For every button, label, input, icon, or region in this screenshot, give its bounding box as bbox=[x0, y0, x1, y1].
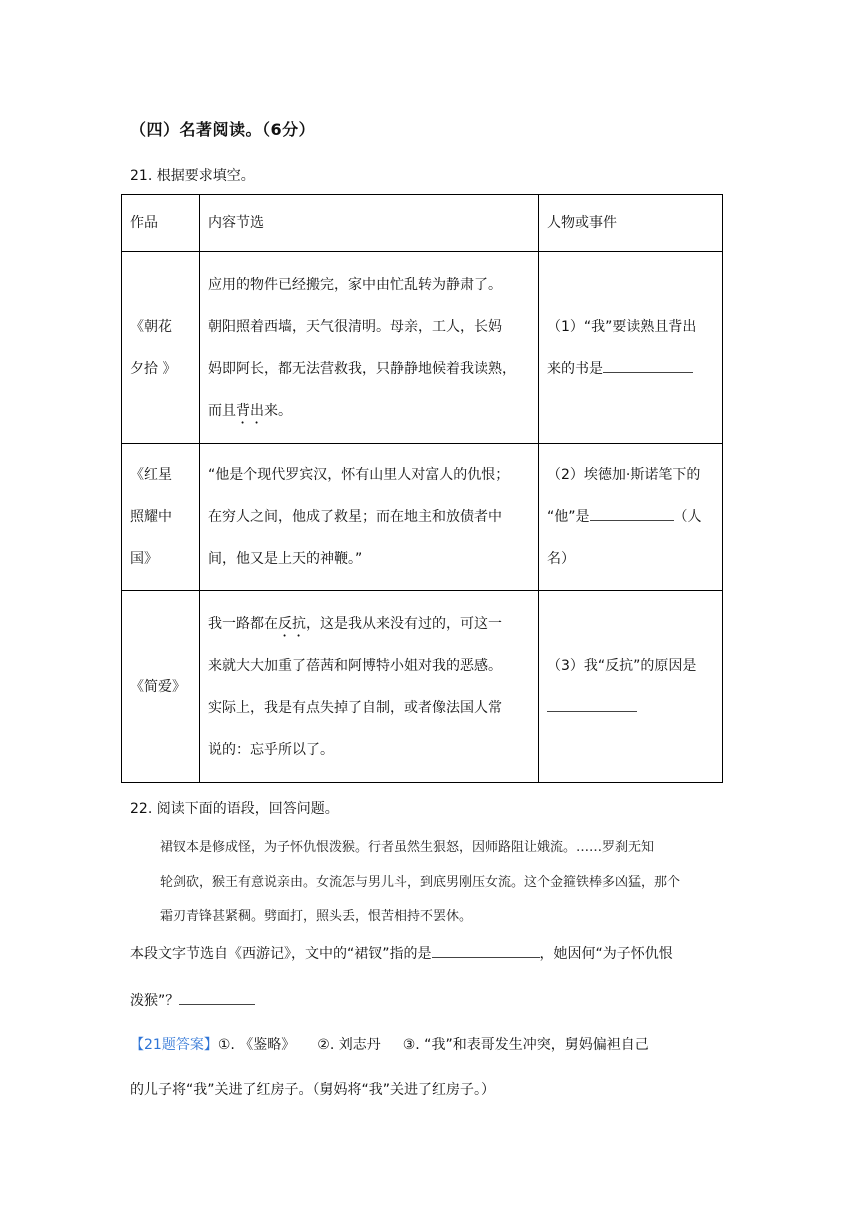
question-22-text: 本段文字节选自《西游记》，文中的“裙钗”指的是 ，她因何“为子怀仇恨 bbox=[130, 943, 673, 963]
answer-blank[interactable] bbox=[590, 506, 674, 521]
work-title: 《红星 照耀中 国》 bbox=[122, 444, 200, 591]
excerpt-cell: 应用的物件已经搬完，家中由忙乱转为静肃了。 朝阳照着西墙，天气很清明。母亲，工人，长妈 妈即阿长，都无法营救我，只静静地候着我读熟， 而且背出来。 bbox=[200, 252, 539, 444]
header-task: 人物或事件 bbox=[539, 195, 723, 252]
work-title: 《朝花 夕拾 》 bbox=[122, 252, 200, 444]
answer-blank[interactable] bbox=[547, 697, 637, 712]
question-22-text: 泼猴”？ bbox=[130, 990, 255, 1010]
passage-line: 裙钗本是修成怪，为子怀仇恨泼猴。行者虽然生狠怒，因师路阻让娥流。……罗刹无知 bbox=[160, 840, 655, 855]
table-row bbox=[122, 252, 723, 444]
work-title: 《简爱》 bbox=[122, 591, 200, 783]
task-cell: （2）埃德加·斯诺笔下的 “他”是 （人 名） bbox=[539, 444, 723, 591]
emphasis-text: 背出 bbox=[236, 402, 264, 419]
task-cell: （3）我“反抗”的原因是 bbox=[539, 591, 723, 783]
passage-line: 霜刃青锋甚紧稠。劈面打，照头丢，恨苦相持不罢休。 bbox=[160, 909, 473, 924]
header-excerpt: 内容节选 bbox=[200, 195, 539, 252]
reading-table bbox=[121, 194, 723, 783]
task-cell: （1）“我”要读熟且背出 来的书是 bbox=[539, 252, 723, 444]
header-work: 作品 bbox=[122, 195, 200, 252]
answer-blank[interactable] bbox=[432, 943, 540, 958]
answer-blank[interactable] bbox=[179, 990, 255, 1005]
answer-blank[interactable] bbox=[603, 358, 693, 373]
answer-block: 【21题答案】①. 《鉴略》 ②. 刘志丹 ③. “我”和表哥发生冲突，舅妈偏袒自己 bbox=[130, 1037, 649, 1053]
question-21-prompt: 21. 根据要求填空。 bbox=[130, 168, 255, 184]
passage-line: 轮剑砍，猴王有意说亲由。女流怎与男儿斗，到底男刚压女流。这个金箍铁棒多凶猛，那个 bbox=[160, 875, 681, 890]
table-row bbox=[122, 444, 723, 591]
answer-label: 【21题答案】 bbox=[130, 1037, 218, 1053]
table-row bbox=[122, 591, 723, 783]
excerpt-cell: “他是个现代罗宾汉，怀有山里人对富人的仇恨； 在穷人之间，他成了救星；而在地主和放债者中 间，他又是上天的神鞭。” bbox=[200, 444, 539, 591]
answer-block-line2: 的儿子将“我”关进了红房子。（舅妈将“我”关进了红房子。） bbox=[130, 1082, 496, 1098]
emphasis-text: 反抗 bbox=[278, 615, 306, 632]
section-title: （四）名著阅读。（6分） bbox=[130, 120, 316, 139]
question-22-prompt: 22. 阅读下面的语段，回答问题。 bbox=[130, 801, 339, 817]
table-header-row bbox=[122, 195, 723, 252]
excerpt-cell: 我一路都在反抗，这是我从来没有过的，可这一 来就大大加重了蓓茜和阿博特小姐对我的恶感。 实际上，我是有点失掉了自制，或者像法国人常 说的：忘乎所以了。 bbox=[200, 591, 539, 783]
